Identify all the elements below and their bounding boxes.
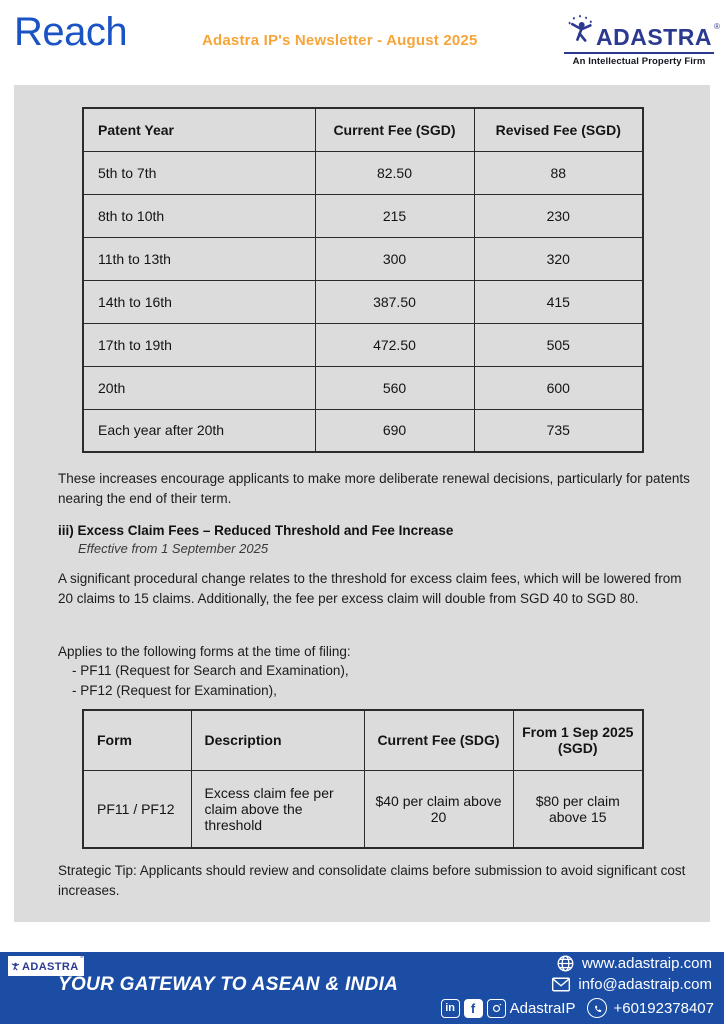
table-cell: 215 [315, 194, 474, 237]
email-link[interactable]: info@adastraip.com [578, 976, 712, 993]
reach-brand-logo: Reach [14, 10, 128, 54]
table-header-cell: From 1 Sep 2025 (SGD) [513, 710, 643, 770]
table-header-cell: Description [191, 710, 364, 770]
social-row [441, 998, 714, 1018]
logo-tagline: An Intellectual Property Firm [564, 52, 714, 67]
website-link[interactable]: www.adastraip.com [581, 955, 712, 972]
registered-mark: ® [79, 954, 84, 960]
table-cell: 600 [474, 366, 643, 409]
applies-intro-paragraph: Applies to the following forms at the time of filing: [58, 644, 351, 659]
instagram-icon[interactable] [487, 999, 506, 1018]
table-cell: 20th [83, 366, 315, 409]
website-row [556, 954, 712, 973]
table-cell: 560 [315, 366, 474, 409]
renewal-fees-table [82, 107, 644, 453]
content-panel [14, 85, 710, 922]
table-row [83, 770, 643, 848]
applies-forms-list [72, 661, 349, 700]
table-cell: 735 [474, 409, 643, 452]
change-description-paragraph: A significant procedural change relates to the threshold for excess claim fees, which will be lowered from 20 claims to 15 claims. Additionally, the fee per excess claim will double from SGD 40 to SGD 80. [58, 571, 682, 606]
table-cell: $40 per claim above 20 [364, 770, 513, 848]
table-row [83, 366, 643, 409]
star-person-icon [564, 12, 596, 50]
table-row [83, 237, 643, 280]
table-cell: 14th to 16th [83, 280, 315, 323]
table-header-cell: Revised Fee (SGD) [474, 108, 643, 151]
phone-icon [587, 998, 607, 1018]
table-cell: Excess claim fee per claim above the threshold [191, 770, 364, 848]
table-cell: 387.50 [315, 280, 474, 323]
table-cell: 82.50 [315, 151, 474, 194]
table-cell: 230 [474, 194, 643, 237]
table-row [83, 280, 643, 323]
list-item: - PF12 (Request for Examination), [72, 682, 277, 698]
list-item: - PF11 (Request for Search and Examination), [72, 663, 349, 678]
table-cell: 690 [315, 409, 474, 452]
table-header-cell: Form [83, 710, 191, 770]
table-header-row [83, 710, 643, 770]
effective-date-line: Effective from 1 September 2025 [78, 541, 269, 556]
phone-number[interactable]: +60192378407 [613, 999, 714, 1017]
page-header [0, 0, 724, 85]
linkedin-icon[interactable]: in [441, 999, 460, 1018]
table-cell: 415 [474, 280, 643, 323]
email-row [551, 976, 712, 993]
table-header-cell: Current Fee (SGD) [315, 108, 474, 151]
table-header-cell: Current Fee (SDG) [364, 710, 513, 770]
table-row [83, 151, 643, 194]
footer-tagline: YOUR GATEWAY TO ASEAN & INDIA [58, 974, 399, 995]
star-person-icon [10, 960, 20, 973]
table-cell: $80 per claim above 15 [513, 770, 643, 848]
table-header-row [83, 108, 643, 151]
table-cell: 88 [474, 151, 643, 194]
adastra-logo [564, 12, 720, 67]
table-cell: 320 [474, 237, 643, 280]
table-cell: Each year after 20th [83, 409, 315, 452]
table-cell: PF11 / PF12 [83, 770, 191, 848]
table-row [83, 409, 643, 452]
table-cell: 17th to 19th [83, 323, 315, 366]
envelope-icon [551, 976, 571, 993]
table-cell: 11th to 13th [83, 237, 315, 280]
table-cell: 472.50 [315, 323, 474, 366]
table-cell: 505 [474, 323, 643, 366]
strategic-tip-paragraph: Strategic Tip: Applicants should review and consolidate claims before submission to avoid significant cost increases. [58, 863, 686, 898]
social-handle[interactable]: AdastraIP [509, 999, 576, 1017]
table-row [83, 323, 643, 366]
table-cell: 8th to 10th [83, 194, 315, 237]
table-header-cell: Patent Year [83, 108, 315, 151]
section-heading-excess-claim-fees: iii) Excess Claim Fees – Reduced Threshold and Fee Increase [58, 523, 454, 538]
facebook-icon[interactable]: f [464, 999, 483, 1018]
table-cell: 5th to 7th [83, 151, 315, 194]
table-cell: 300 [315, 237, 474, 280]
globe-icon [556, 954, 575, 973]
adastra-wordmark: ADASTRA [22, 961, 79, 973]
newsletter-title: Adastra IP's Newsletter - August 2025 [202, 32, 478, 49]
registered-mark: ® [714, 22, 720, 31]
table-row [83, 194, 643, 237]
page-footer [0, 952, 724, 1024]
renewal-note-paragraph: These increases encourage applicants to make more deliberate renewal decisions, particularly for patents nearing the end of their term. [58, 471, 690, 506]
footer-adastra-badge [8, 956, 84, 976]
excess-claims-fee-table [82, 709, 644, 849]
adastra-wordmark: ADASTRA [596, 24, 712, 50]
